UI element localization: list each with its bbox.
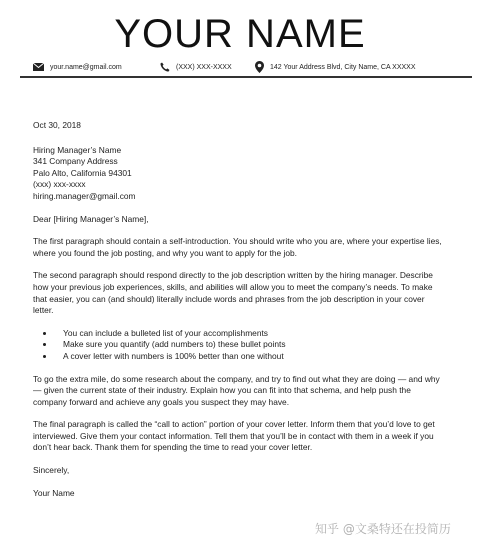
letter-body xyxy=(33,120,445,510)
list-item: • A cover letter with numbers is 100% better than one without xyxy=(55,351,445,363)
email-text: your.name@gmail.com xyxy=(50,63,122,71)
location-pin-icon xyxy=(255,61,264,73)
contact-phone xyxy=(160,62,232,72)
accomplishment-list xyxy=(33,328,445,363)
salutation: Dear [Hiring Manager’s Name], xyxy=(33,213,149,224)
paragraph-intro: The first paragraph should contain a self-introduction. You should write who you are, where your expertise lies, where you found the job posting, and why you want to apply for the job. xyxy=(33,236,442,258)
phone-text: (XXX) XXX-XXXX xyxy=(176,63,232,71)
header-divider xyxy=(20,76,472,78)
letter-date: Oct 30, 2018 xyxy=(33,120,81,130)
recipient-block xyxy=(33,145,445,203)
candidate-name: YOUR NAME xyxy=(114,12,366,56)
envelope-icon xyxy=(33,63,44,71)
list-item: • You can include a bulleted list of your accomplishments xyxy=(55,328,445,340)
contact-bar xyxy=(33,60,473,74)
recipient-email: hiring.manager@gmail.com xyxy=(33,190,136,201)
paragraph-job-match: The second paragraph should respond directly to the job description written by the hiring manager. Describe how your previous job experiences, skills, and abilities will allow you to meet the company’s needs. To make that easier, you can (and should) literally include words and phrases from the job description in your cover letter. xyxy=(33,270,433,316)
address-text: 142 Your Address Blvd, City Name, CA XXXXX xyxy=(270,63,416,71)
signature: Your Name xyxy=(33,487,75,498)
recipient-name: Hiring Manager’s Name xyxy=(33,144,122,155)
recipient-city: Palo Alto, California 94301 xyxy=(33,167,132,178)
contact-email xyxy=(33,63,122,71)
recipient-street: 341 Company Address xyxy=(33,156,118,167)
watermark: 知乎 @文桑特还在投简历 xyxy=(315,522,451,536)
closing: Sincerely, xyxy=(33,465,70,476)
phone-icon xyxy=(160,62,170,72)
paragraph-call-to-action: The final paragraph is called the “call to action” portion of your cover letter. Inform them that you’d love to get interviewed. Give them your contact information. Tell them that you’ll be in contact with them in a week if you don’t hear back. Thank them for spending the time to read your cover letter. xyxy=(33,419,435,453)
list-item: • Make sure you quantify (add numbers to) these bullet points xyxy=(55,339,445,351)
recipient-phone: (xxx) xxx-xxxx xyxy=(33,179,86,190)
contact-address xyxy=(255,61,416,73)
paragraph-research: To go the extra mile, do some research about the company, and try to find out what they are doing — and why — given the current state of their industry. Explain how you can fit into that schema, and help push the company forward and achieve any goals you suspect they may have. xyxy=(33,373,440,407)
